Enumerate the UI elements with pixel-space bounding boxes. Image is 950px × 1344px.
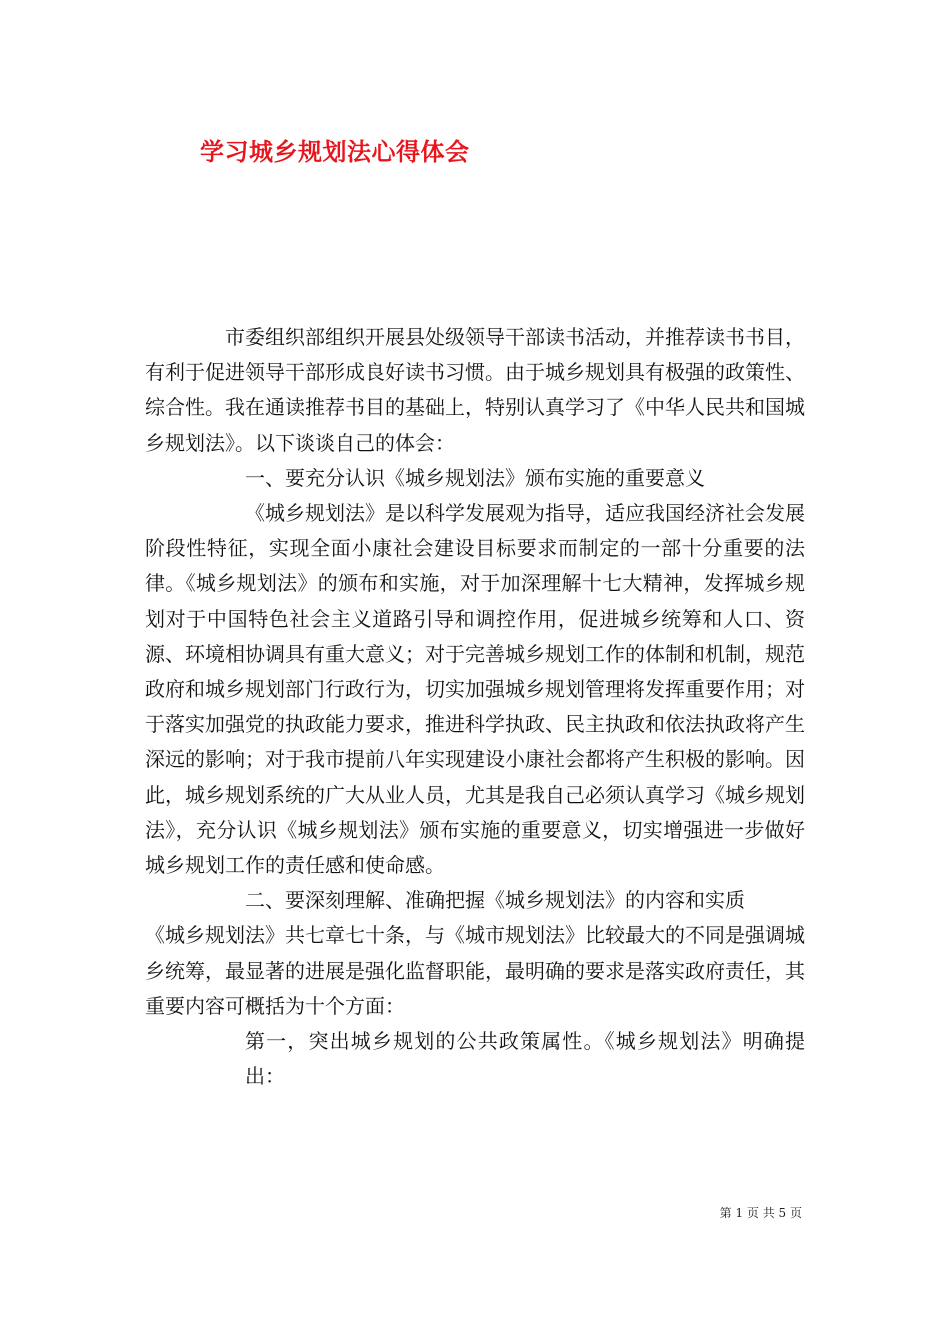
paragraph-section-1: 《城乡规划法》是以科学发展观为指导，适应我国经济社会发展阶段性特征，实现全面小康社会建设目标要求而制定的一部十分重要的法律。《城乡规划法》的颁布和实施，对于加深理解十七大精神，发挥城乡规划对于中国特色社会主义道路引导和调控作用，促进城乡统筹和人口、资源、环境相协调具有重大意义；对于完善城乡规划工作的体制和机制，规范政府和城乡规划部门行政行为，切实加强城乡规划管理将发挥重要作用；对于落实加强党的执政能力要求，推进科学执政、民主执政和依法执政将产生深远的影响；对于我市提前八年实现建设小康社会都将产生积极的影响。因此，城乡规划系统的广大从业人员，尤其是我自己必须认真学习《城乡规划法》，充分认识《城乡规划法》颁布实施的重要意义，切实增强进一步做好城乡规划工作的责任感和使命感。 [145,501,805,878]
document-body [145,320,805,1094]
section-heading-1: 一、要充分认识《城乡规划法》颁布实施的重要意义 [245,465,705,490]
section-heading-2: 二、要深刻理解、准确把握《城乡规划法》的内容和实质 [245,888,745,913]
paragraph-point-1: 第一，突出城乡规划的公共政策属性。《城乡规划法》明确提出： [245,1029,805,1089]
document-title: 学习城乡规划法心得体会 [200,138,470,166]
paragraph-intro: 市委组织部组织开展县处级领导干部读书活动，并推荐读书书目，有利于促进领导干部形成良好读书习惯。由于城乡规划具有极强的政策性、综合性。我在通读推荐书目的基础上，特别认真学习了《中华人民共和国城乡规划法》。以下谈谈自己的体会： [145,325,805,455]
page-number-footer: 第 1 页 共 5 页 [719,1206,802,1220]
paragraph-section-2: 《城乡规划法》共七章七十条，与《城市规划法》比较最大的不同是强调城乡统筹，最显著的进展是强化监督职能，最明确的要求是落实政府责任，其重要内容可概括为十个方面： [145,923,805,1018]
